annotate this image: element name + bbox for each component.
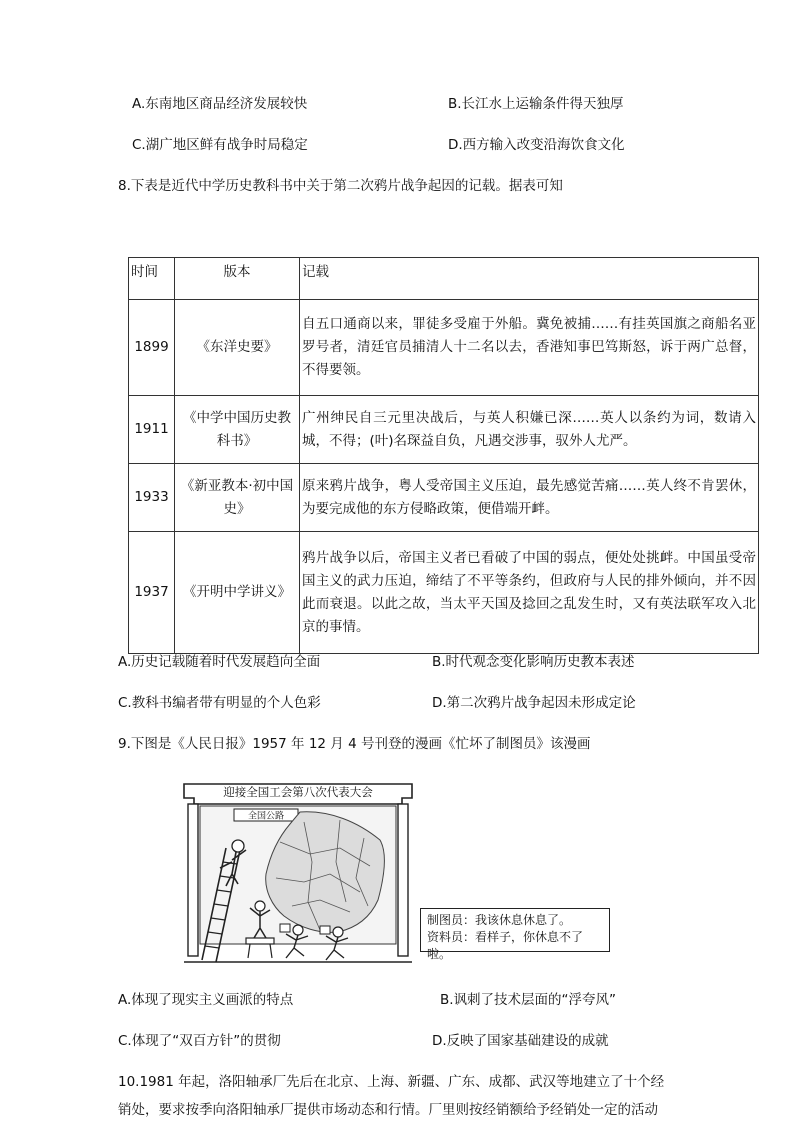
- cartoon-caption-box: [420, 908, 610, 961]
- row-year: 1933: [129, 464, 175, 532]
- table-row: [129, 532, 759, 654]
- row-record: 自五口通商以来，罪徒多受雇于外船。冀免被捕……有挂英国旗之商船名亚罗号者，清廷官员捕清人十二名以去，香港知事巴笃斯怒，诉于两广总督，不得要领。: [300, 300, 759, 396]
- header-time: 时间: [129, 258, 175, 300]
- caption-line-1: 制图员：我该休息休息了。: [427, 913, 572, 927]
- q7-option-c: C.湖广地区鲜有战争时局稳定: [132, 137, 308, 153]
- q9-option-b: B.讽刺了技术层面的“浮夸风”: [440, 992, 617, 1008]
- q9-option-c: C.体现了“双百方针”的贯彻: [118, 1033, 281, 1049]
- cartoon-banner-text: 迎接全国工会第八次代表大会: [223, 785, 373, 799]
- row-record: 鸦片战争以后，帝国主义者已看破了中国的弱点，便处处挑衅。中国虽受帝国主义的武力压迫，缔结了不平等条约，但政府与人民的排外倾向，并不因此而衰退。以此之故，当太平天国及捻回之乱发生时，又有英法联军攻入北京的事情。: [300, 532, 759, 654]
- q8-option-d: D.第二次鸦片战争起因未形成定论: [432, 695, 636, 711]
- q7-option-a: A.东南地区商品经济发展较快: [132, 96, 308, 112]
- q9-option-a: A.体现了现实主义画派的特点: [118, 992, 294, 1008]
- row-version: 《中学中国历史教科书》: [175, 396, 300, 464]
- table-header-row: [129, 258, 759, 300]
- q10-line-2: 销处，要求按季向洛阳轴承厂提供市场动态和行情。厂里则按经销额给予经销处一定的活动: [118, 1102, 658, 1118]
- header-version: 版本: [175, 258, 300, 300]
- table-row: [129, 300, 759, 396]
- row-version: 《开明中学讲义》: [175, 532, 300, 654]
- row-year: 1899: [129, 300, 175, 396]
- row-year: 1911: [129, 396, 175, 464]
- q9-option-d: D.反映了国家基础建设的成就: [432, 1033, 609, 1049]
- q7-option-b: B.长江水上运输条件得天独厚: [448, 96, 624, 112]
- caption-line-2: 资料员：看样子，你休息不了啦。: [427, 930, 584, 961]
- header-record: 记载: [300, 258, 759, 300]
- row-version: 《新亚教本·初中国史》: [175, 464, 300, 532]
- row-year: 1937: [129, 532, 175, 654]
- q7-option-d: D.西方输入改变沿海饮食文化: [448, 137, 625, 153]
- q8-option-b: B.时代观念变化影响历史教本表述: [432, 654, 635, 670]
- q8-option-c: C.教科书编者带有明显的个人色彩: [118, 695, 321, 711]
- cartoon-map-label: 全国公路: [247, 811, 285, 822]
- q8-history-table: [128, 257, 759, 654]
- row-record: 原来鸦片战争，粤人受帝国主义压迫，最先感觉苦痛……英人终不肯罢休，为要完成他的东方侵略政策，便借端开衅。: [300, 464, 759, 532]
- q8-stem: 8.下表是近代中学历史教科书中关于第二次鸦片战争起因的记载。据表可知: [118, 178, 563, 194]
- q9-stem: 9.下图是《人民日报》1957 年 12 月 4 号刊登的漫画《忙坏了制图员》该漫画: [118, 736, 591, 752]
- table-row: [129, 396, 759, 464]
- row-record: 广州绅民自三元里决战后，与英人积嫌已深……英人以条约为词，数请入城，不得；(叶)名琛益自负，凡遇交涉事，驭外人尤严。: [300, 396, 759, 464]
- table-row: [129, 464, 759, 532]
- row-version: 《东洋史要》: [175, 300, 300, 396]
- q8-option-a: A.历史记载随着时代发展趋向全面: [118, 654, 321, 670]
- q10-line-1: 10.1981 年起，洛阳轴承厂先后在北京、上海、新疆、广东、成都、武汉等地建立了十个经: [118, 1074, 665, 1090]
- cartoon-illustration: [180, 782, 416, 968]
